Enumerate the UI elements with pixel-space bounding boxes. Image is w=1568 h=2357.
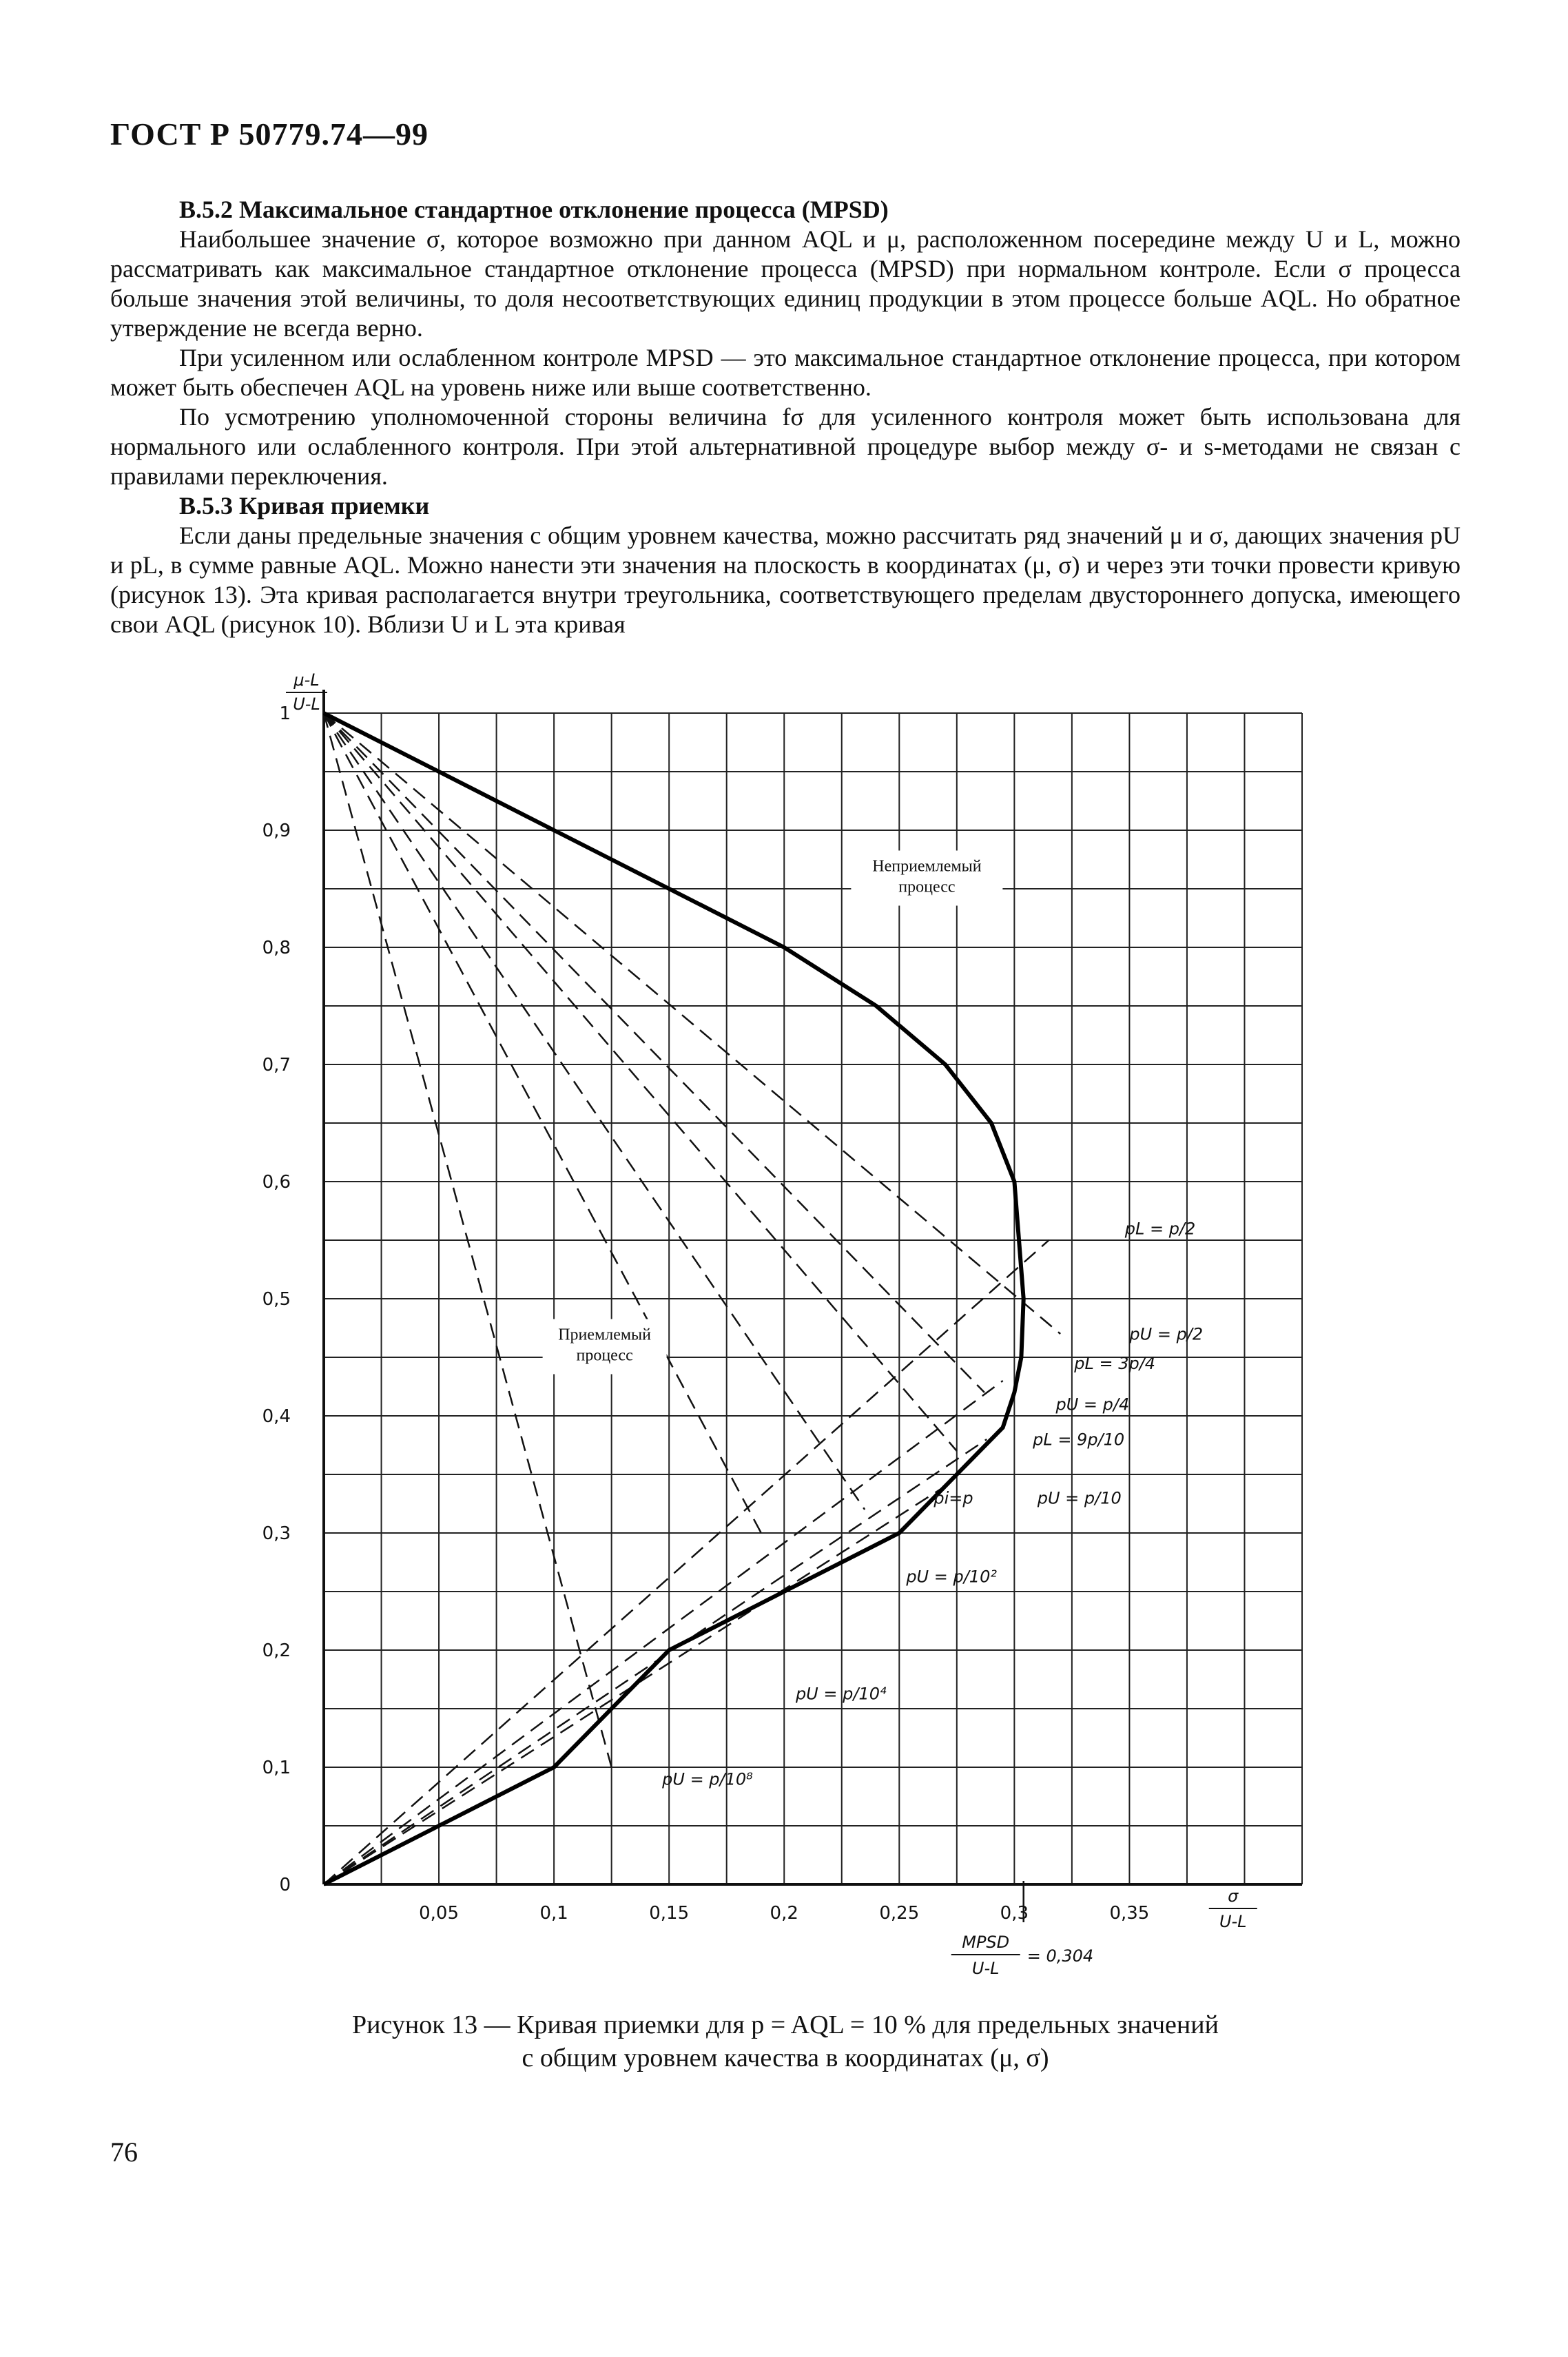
figure-caption [262,2008,1309,2075]
x-tick-label: 0,3 [1000,1903,1029,1924]
y-tick-label: 0,9 [262,821,291,841]
x-tick-label: 0,15 [649,1903,690,1924]
y-tick-label: 0,6 [262,1172,291,1193]
curve-annotation-label: pU = p/10⁸ [662,1769,753,1789]
curve-annotation-label: pL = p/2 [1124,1219,1196,1239]
y-tick-label: 0,2 [262,1640,291,1661]
chart-grid [324,690,1302,1884]
section-b52 [110,195,1461,639]
curve-annotation-label: pU = p/4 [1055,1394,1130,1414]
y-tick-label: 0,5 [262,1289,291,1310]
y-tick-label: 0,7 [262,1055,291,1075]
x-tick-label: 0,35 [1109,1903,1150,1924]
curve-annotation-label: pU = p/10⁴ [795,1684,887,1704]
x-axis-label-denominator: U-L [1219,1912,1247,1931]
document-header: ГОСТ Р 50779.74—99 [110,116,429,152]
mpsd-label-denominator: U-L [971,1959,1000,1978]
curve-annotation-label: pL = 3p/4 [1074,1354,1156,1373]
section-b53-heading: В.5.3 Кривая приемки [179,492,430,519]
mpsd-value-label: = 0,304 [1027,1946,1094,1966]
curve-annotation-label: pU = p/10 [1037,1488,1122,1508]
section-b52-paragraph-3: По усмотрению уполномоченной стороны величина fσ для усиленного контроля может быть использована для нормального или ослабленного контроля. При этой альтернативной процедуре выбор между σ- и s-методами не связан с правилами переключения. [110,403,1461,490]
x-tick-label: 0,2 [770,1903,798,1924]
caption-line-2: с общим уровнем качества в координатах (μ, σ) [522,2044,1049,2072]
chart-labels [286,670,1257,1978]
unacceptable-region-label-1: Неприемлемый [872,857,982,876]
x-tick-label: 0,25 [879,1903,920,1924]
y-tick-label: 0,4 [262,1406,291,1427]
x-tick-label: 0,05 [419,1903,460,1924]
curve-annotation-label: pi=p [933,1488,973,1508]
y-axis-label-numerator: μ-L [293,670,320,690]
acceptable-region-label-2: процесс [576,1346,633,1365]
y-axis-label-denominator: U-L [293,694,320,714]
y-tick-label: 0,8 [262,938,291,958]
x-tick-label: 0,1 [539,1903,568,1924]
dashed-line-8 [324,1381,1003,1884]
mpsd-label-numerator: MPSD [962,1933,1010,1952]
dashed-line-5 [324,713,984,1392]
curve-annotation-label: pU = p/10² [906,1567,997,1587]
caption-line-1: Рисунок 13 — Кривая приемки для p = AQL = 10 % для предельных значений [352,2010,1219,2039]
y-tick-label: 0 [279,1875,291,1895]
unacceptable-region-label-2: процесс [898,878,956,896]
acceptance-curve-chart [262,658,1309,2001]
acceptable-region-label-1: Приемлемый [558,1326,652,1344]
figure-13 [262,658,1309,2001]
page-number: 76 [110,2137,138,2168]
section-b52-heading: В.5.2 Максимальное стандартное отклонение процесса (MPSD) [179,196,889,223]
y-tick-label: 0,1 [262,1758,291,1778]
curve-annotation-label: pU = p/2 [1129,1324,1204,1344]
y-tick-label: 1 [279,703,291,724]
section-b52-paragraph-1: Наибольшее значение σ, которое возможно при данном AQL и μ, расположенном посередине между U и L, можно рассматривать как максимальное стандартное отклонение процесса (MPSD) при нормальном контроле. Если σ процесса больше значения этой величины, то доля несоответствующих единиц продукции в этом процессе больше AQL. Но обратное утверждение не всегда верно. [110,225,1461,342]
y-tick-label: 0,3 [262,1523,291,1544]
chart-tick-labels [262,703,1150,1924]
section-b53-paragraph-1: Если даны предельные значения с общим уровнем качества, можно рассчитать ряд значений μ и σ, дающих значения pU и pL, в сумме равные AQL. Можно нанести эти значения на плоскость в координатах (μ, σ) и через эти точки провести кривую (рисунок 13). Эта кривая располагается внутри треугольника, соответствующего пределам двустороннего допуска, имеющего свои AQL (рисунок 10). Вблизи U и L эта кривая [110,522,1461,638]
section-b52-paragraph-2: При усиленном или ослабленном контроле MPSD — это максимальное стандартное отклонение процесса, при котором может быть обеспечен AQL на уровень ниже или выше соответственно. [110,344,1461,401]
curve-annotation-label: pL = 9p/10 [1033,1430,1125,1450]
x-axis-label-numerator: σ [1228,1886,1239,1906]
